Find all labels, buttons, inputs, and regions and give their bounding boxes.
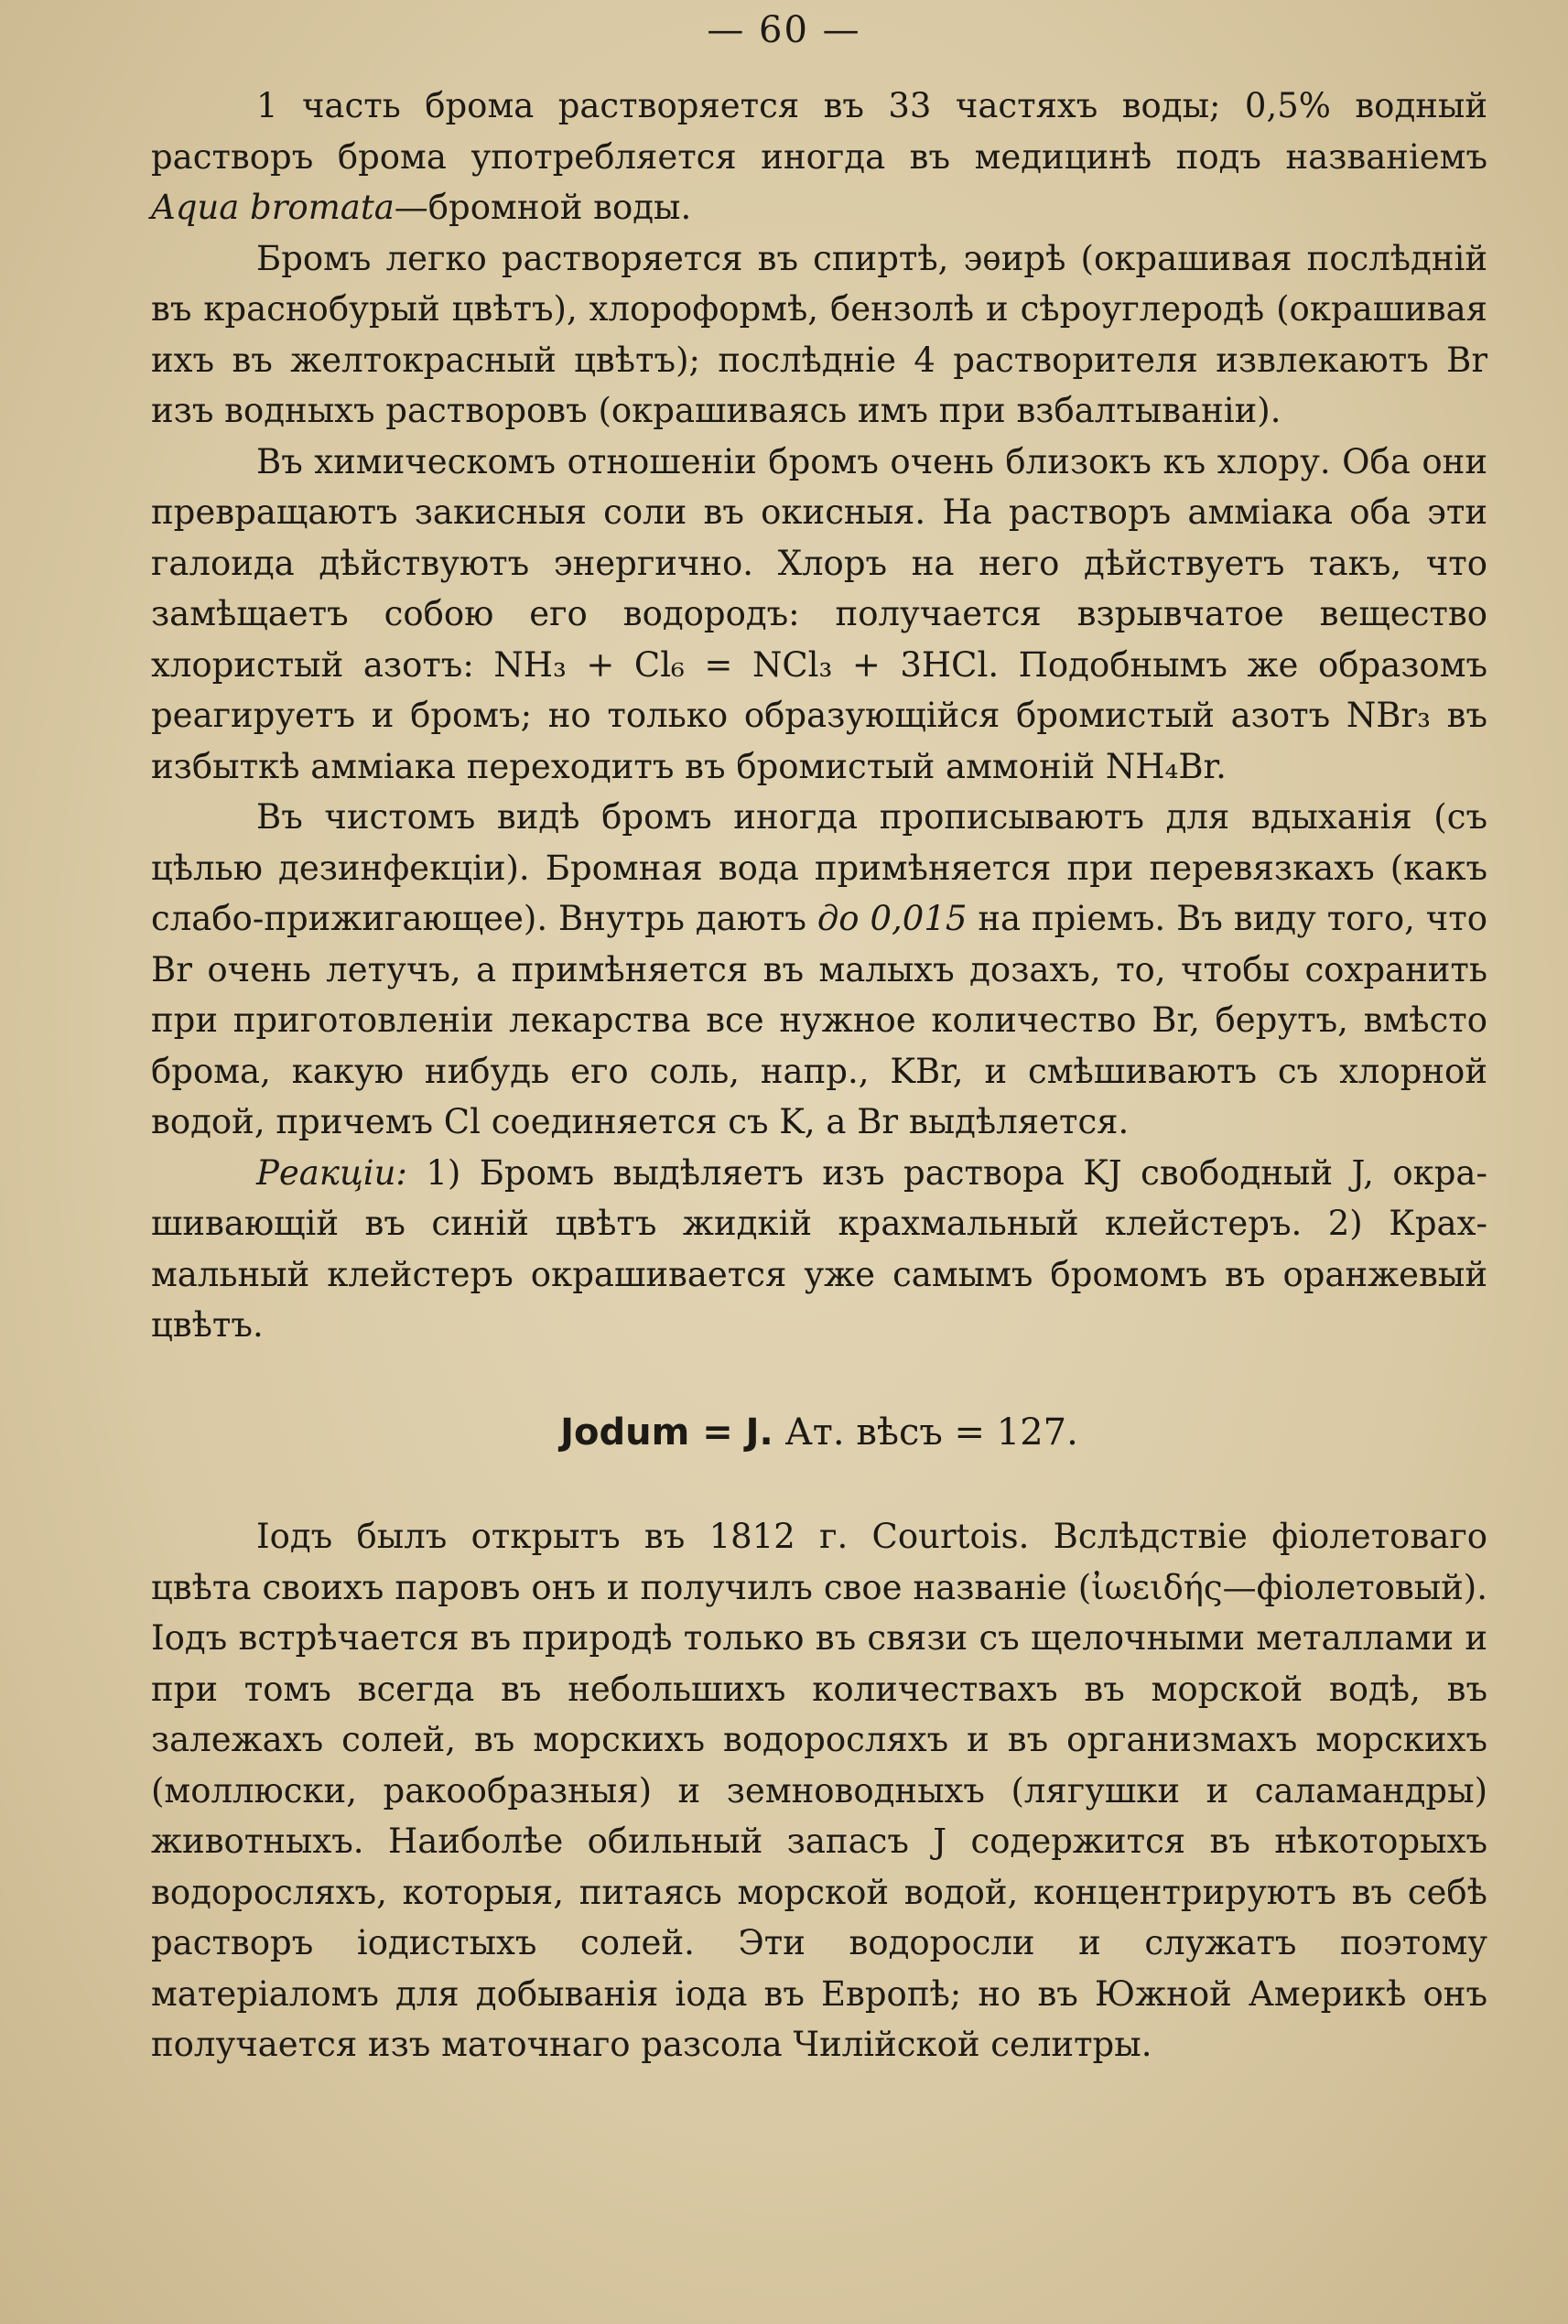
- p4b-text: на пріемъ. Въ виду того, что Br очень летучъ, а примѣняется въ малыхъ дозахъ, то, чтобы сохранить при приготовленіи лекарства все нужное количество Br, берутъ, вмѣсто брома, какую нибудь его соль, напр., KBr, и смѣшиваютъ съ хлорной водой, причемъ Cl соединяется съ K, а Br выдѣляется.: [151, 899, 1488, 1141]
- heading-element: Jodum = J.: [560, 1411, 773, 1454]
- page-number: — 60 —: [707, 9, 861, 51]
- p3a-text: Въ химическомъ отношеніи бромъ очень близокъ къ хлору. Оба они превращаютъ закисныя соли въ окисныя. На растворъ амміака оба эти галоида дѣйствуютъ энергично. Хлоръ на него дѣйствуетъ такъ, что замѣщаетъ собою его водородъ: получается взрывчатое вещество хлористый азотъ:: [151, 441, 1487, 685]
- p3-nh4br: NH₄Br.: [1105, 746, 1227, 786]
- heading-weight: Ат. вѣсъ = 127.: [784, 1411, 1078, 1454]
- paragraph-6: Іодъ былъ открытъ въ 1812 г. Courtois. Вслѣдствіе фіолетоваго цвѣта своихъ паровъ онъ и получилъ свое названіе (ἰωειδής—фіолетовый). Іодъ встрѣчается въ природѣ только въ связи съ щелочными металлами и при томъ всегда въ небольшихъ количествахъ въ морской водѣ, въ залежахъ солей, въ морскихъ водоросляхъ и въ организмахъ морскихъ (моллюски, ракообразныя) и земноводныхъ (лягушки и саламандры) животныхъ. Наиболѣе обильный запасъ J содержится въ нѣкоторыхъ водоросляхъ, которыя, питаясь морской водой, концентрируютъ въ себѣ растворъ іодистыхъ солей. Эти водоросли и служатъ поэтому матеріаломъ для добыванія іода въ Европѣ; но въ Южной Америкѣ онъ получается изъ маточнаго разсола Чилійской селитры.: [151, 1517, 1487, 2064]
- paragraph-2: Бромъ легко растворяется въ спиртѣ, эѳирѣ (окрашивая послѣдній въ краснобурый цвѣтъ), хлороформѣ, бензолѣ и сѣроуглеродѣ (окрашивая ихъ въ желтокрасный цвѣтъ); послѣдніе 4 растворителя извлекаютъ Br изъ водныхъ растворовъ (окрашиваясь имъ при взбалтываніи).: [151, 238, 1487, 430]
- p3c-text: въ избыткѣ амміака переходитъ въ бромистый аммоній: [151, 696, 1487, 786]
- reactions-label: Реакціи:: [256, 1152, 407, 1193]
- p3-nbr: NBr₃: [1346, 696, 1431, 735]
- section-heading: [151, 1408, 1487, 1459]
- paragraph-5: [151, 1148, 1487, 1351]
- p1-end: —бромной воды.: [394, 188, 692, 227]
- paragraph-4: [151, 792, 1487, 1148]
- paragraph-3: [151, 437, 1487, 793]
- p3b-text: Подобнымъ же образомъ реагируетъ и бромъ; но только образующійся бромистый азотъ: [151, 644, 1488, 735]
- p3-formula: NH₃ + Cl₆ = NCl₃ + 3HCl.: [493, 644, 1000, 685]
- p1-text: 1 часть брома растворяется въ 33 частяхъ воды; 0,5% водный растворъ брома употребляется иногда въ медицинѣ подъ названіемъ: [151, 86, 1487, 177]
- paragraph-1: [151, 81, 1487, 233]
- p1-latin: Aqua bromata: [151, 188, 395, 227]
- p4a-text: Въ чистомъ видѣ бромъ иногда прописываютъ для вдыханія (съ цѣлью дезинфекціи). Бромная вода примѣняется при перевязкахъ (какъ слабо-прижигающее). Внутрь даютъ: [151, 797, 1487, 938]
- text-column: [151, 81, 1487, 2070]
- p4-dose: до 0,015: [816, 899, 968, 938]
- p5-text: 1) Бромъ выдѣляетъ изъ раствора KJ свободный J, окрашивающій въ синій цвѣтъ жидкій крахмальный клейстеръ. 2) Крахмальный клейстеръ окрашивается уже самымъ бромомъ въ оранжевый цвѣтъ.: [151, 1152, 1487, 1345]
